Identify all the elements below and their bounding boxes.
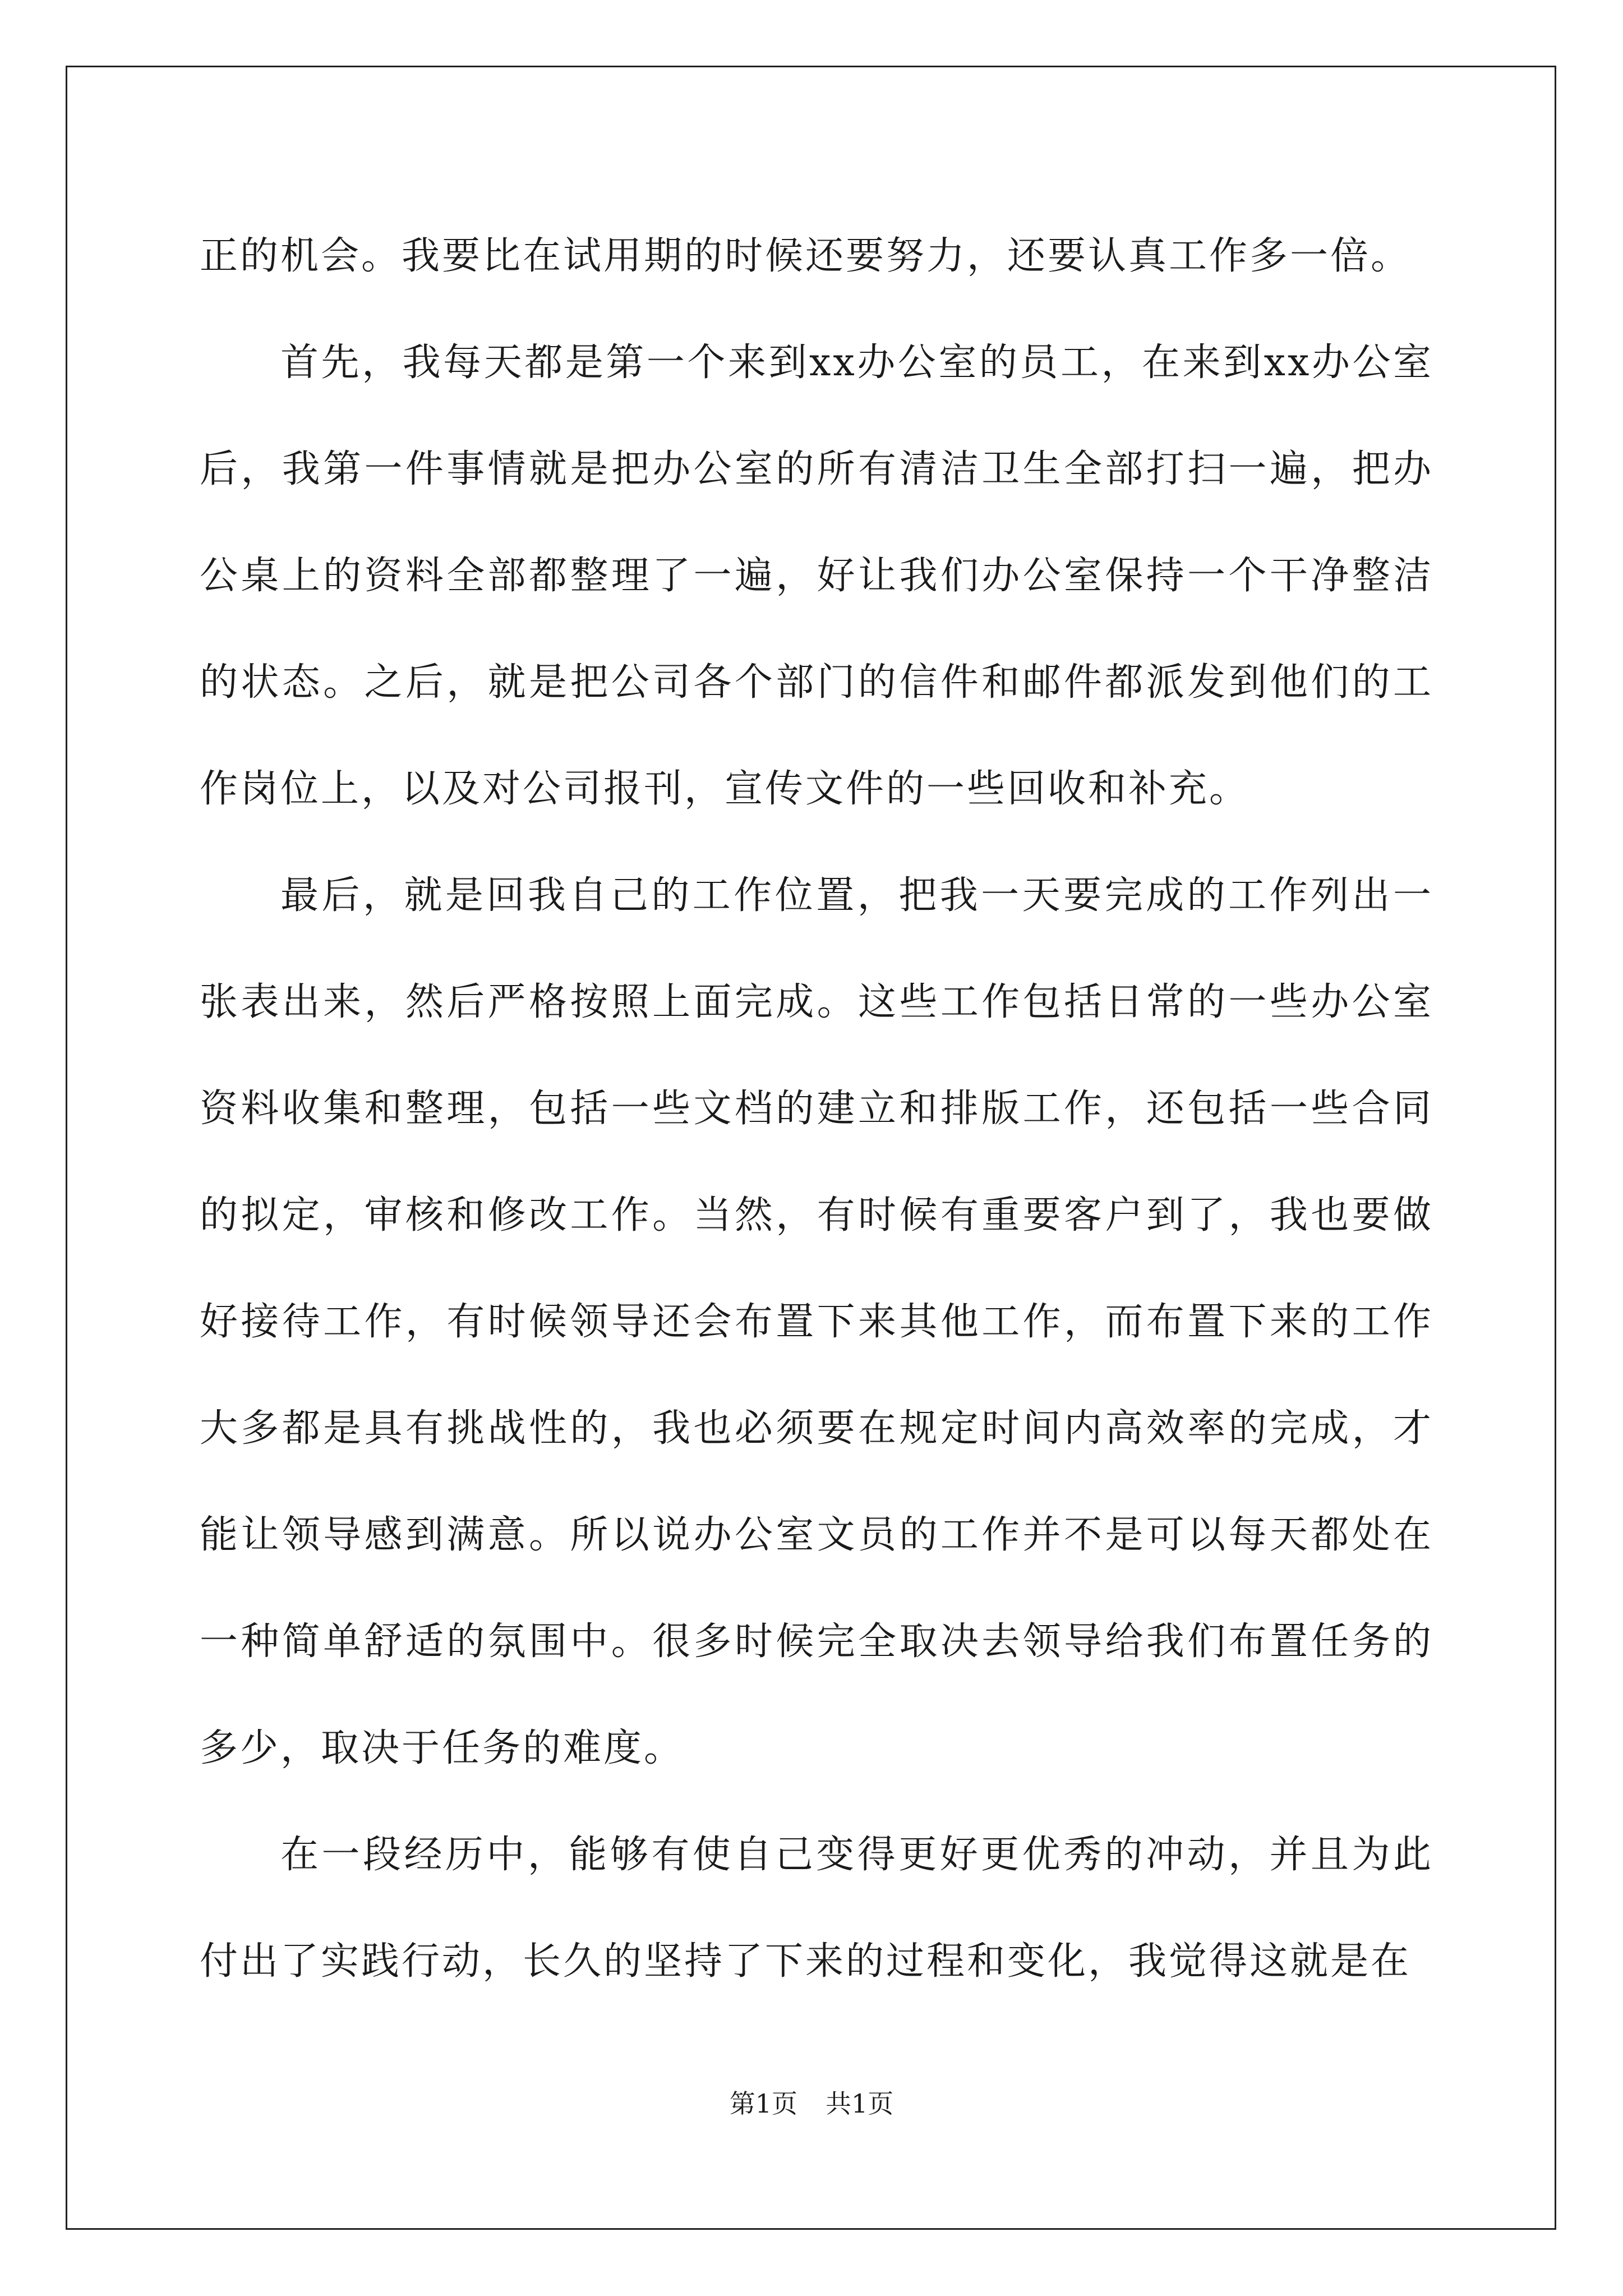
- paragraph-4: 在一段经历中，能够有使自己变得更好更优秀的冲动，并且为此付出了实践行动，长久的坚持了下来的过程和变化，我觉得这就是在: [200, 1833, 1433, 1984]
- page-total: 共1页: [826, 2088, 894, 2119]
- page-footer: [0, 2087, 1623, 2120]
- paragraph-2: 首先，我每天都是第一个来到xx办公室的员工，在来到xx办公室后，我第一件事情就是把办公室的所有清洁卫生全部打扫一遍，把办公桌上的资料全部都整理了一遍，好让我们办公室保持一个干净整洁的状态。之后，就是把公司各个部门的信件和邮件都派发到他们的工作岗位上，以及对公司报刊，宣传文件的一些回收和补充。: [200, 341, 1433, 811]
- paragraph-1: 正的机会。我要比在试用期的时候还要努力，还要认真工作多一倍。: [200, 234, 1412, 278]
- paragraph-3: 最后，就是回我自己的工作位置，把我一天要完成的工作列出一张表出来，然后严格按照上面完成。这些工作包括日常的一些办公室资料收集和整理，包括一些文档的建立和排版工作，还包括一些合同的拟定，审核和修改工作。当然，有时候有重要客户到了，我也要做好接待工作，有时候领导还会布置下来其他工作，而布置下来的工作大多都是具有挑战性的，我也必须要在规定时间内高效率的完成，才能让领导感到满意。所以说办公室文员的工作并不是可以每天都处在一种简单舒适的氛围中。很多时候完全取决去领导给我们布置任务的多少，取决于任务的难度。: [200, 873, 1433, 1770]
- page-number: 第1页: [729, 2088, 797, 2119]
- document-body: [200, 203, 1433, 2015]
